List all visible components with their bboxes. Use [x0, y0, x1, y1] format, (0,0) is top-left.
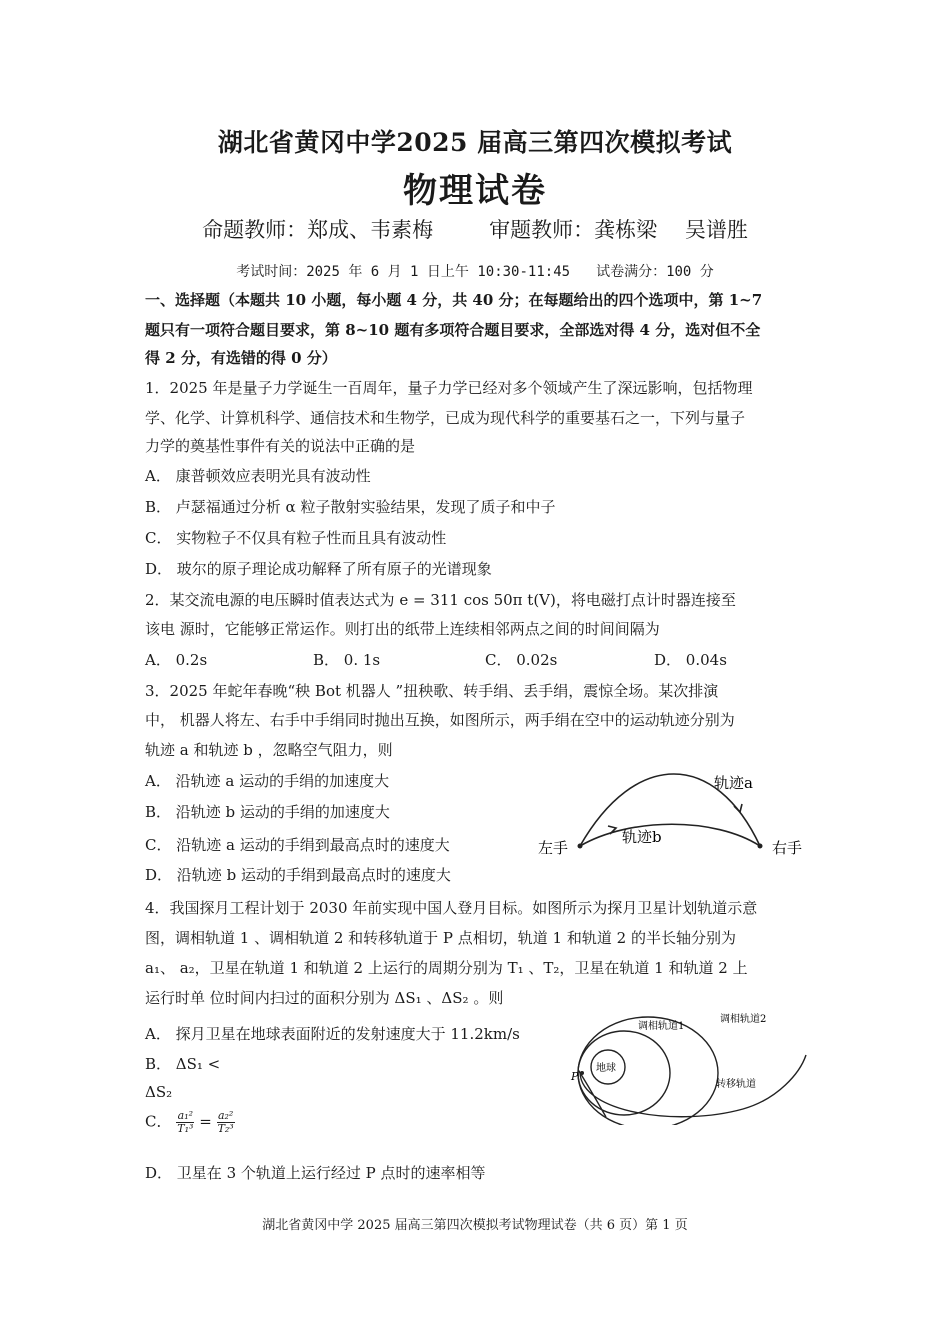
track-b-label: 轨迹b — [622, 828, 662, 846]
option-d: D． 0.04s — [654, 651, 727, 669]
fraction-left-numerator: a₁² — [177, 1109, 194, 1122]
option-b-continued: ΔS₂ — [145, 1083, 173, 1101]
fraction-right-denominator: T₂³ — [217, 1122, 234, 1135]
option-b: B． ΔS₁ < — [145, 1055, 221, 1073]
orbit1-label: 调相轨道1 — [638, 1021, 685, 1032]
question-stem-line: 力学的奠基性事件有关的说法中正确的是 — [145, 437, 416, 455]
fraction-left-denominator: T₁³ — [177, 1122, 194, 1135]
option-c: C． 实物粒子不仅具有粒子性而且具有波动性 — [145, 529, 447, 547]
option-c: C． 沿轨迹 a 运动的手绢到最高点时的速度大 — [145, 836, 450, 854]
question-stem-line: 轨迹 a 和轨迹 b ，忽略空气阻力，则 — [145, 741, 393, 759]
page-footer: 湖北省黄冈中学 2025 届高三第四次模拟考试物理试卷（共 6 页）第 1 页 — [262, 1218, 688, 1233]
question-stem-line: 学、化学、计算机科学、通信技术和生物学，已成为现代科学的重要基石之一，下列与量子 — [145, 409, 746, 427]
section-heading-line: 得 2 分，有选错的得 0 分） — [145, 349, 337, 367]
option-d: D． 沿轨迹 b 运动的手绢到最高点时的速度大 — [145, 866, 451, 884]
left-hand-dot — [578, 844, 583, 849]
question-stem-line: 2．某交流电源的电压瞬时值表达式为 e = 311 cos 50π t(V)，将电磁打点计时器连接至 — [145, 591, 736, 609]
right-hand-label: 右手 — [772, 839, 803, 857]
option-b: B． 沿轨迹 b 运动的手绢的加速度大 — [145, 803, 390, 821]
subject-title: 物理试卷 — [403, 171, 547, 211]
option-a: A． 0.2s — [145, 651, 208, 669]
authors: 命题教师：郑成、韦素梅 — [202, 218, 434, 242]
point-p-dot — [580, 1071, 584, 1075]
section-heading-line: 题只有一项符合题目要求，第 8~10 题有多项符合题目要求，全部选对得 4 分，选对但不全 — [145, 321, 761, 339]
equals-sign: = — [199, 1112, 212, 1131]
right-hand-dot — [758, 844, 763, 849]
option-a: A． 探月卫星在地球表面附近的发射速度大于 11.2km/s — [145, 1025, 520, 1043]
track-a-label: 轨迹a — [714, 774, 753, 792]
question-stem-line: a₁、 a₂，卫星在轨道 1 和轨道 2 上运行的周期分别为 T₁ 、T₂，卫星在轨道 1 和轨道 2 上 — [145, 959, 748, 977]
option-c — [145, 1110, 235, 1135]
option-d: D． 卫星在 3 个轨道上运行经过 P 点时的速率相等 — [145, 1164, 486, 1182]
question-stem-line: 图，调相轨道 1 、调相轨道 2 和转移轨道于 P 点相切，轨道 1 和轨道 2 的半长轴分别为 — [145, 929, 736, 947]
orbit-figure — [568, 1005, 818, 1125]
option-a: A． 康普顿效应表明光具有波动性 — [145, 467, 371, 485]
left-hand-label: 左手 — [538, 839, 569, 857]
question-stem-line: 4．我国探月工程计划于 2030 年前实现中国人登月目标。如图所示为探月卫星计划轨道示意 — [145, 899, 758, 917]
exam-info — [0, 261, 950, 281]
trajectory-figure — [530, 762, 820, 862]
teacher-line — [0, 214, 950, 244]
transfer-label: 转移轨道 — [716, 1079, 756, 1090]
exam-time: 考试时间：2025 年 6 月 1 日上午 10:30-11:45 — [236, 264, 571, 280]
earth-label: 地球 — [596, 1063, 616, 1074]
fraction-left — [176, 1110, 194, 1135]
fraction-right — [217, 1110, 235, 1135]
reviewers: 审题教师：龚栋梁 吴谱胜 — [489, 218, 748, 242]
trajectory-b-curve — [580, 824, 760, 846]
option-c: C． 0.02s — [485, 651, 558, 669]
question-stem-line: 运行时单 位时间内扫过的面积分别为 ΔS₁ 、ΔS₂ 。则 — [145, 989, 504, 1007]
option-c-label: C． — [145, 1112, 172, 1131]
option-b: B． 0. 1s — [313, 651, 381, 669]
fraction-right-numerator: a₂² — [217, 1109, 234, 1122]
question-stem-line: 中， 机器人将左、右手中手绢同时抛出互换，如图所示，两手绢在空中的运动轨迹分别为 — [145, 711, 735, 729]
section-heading-line: 一、选择题（本题共 10 小题，每小题 4 分，共 40 分；在每题给出的四个选项中，第 1~7 — [145, 291, 763, 309]
question-stem-line: 该电 源时，它能够正常运作。则打出的纸带上连续相邻两点之间的时间间隔为 — [145, 620, 660, 638]
school-title: 湖北省黄冈中学2025 届高三第四次模拟考试 — [217, 128, 733, 157]
full-score: 试卷满分：100 分 — [596, 264, 714, 280]
question-stem-line: 1．2025 年是量子力学诞生一百周年，量子力学已经对多个领域产生了深远影响，包括物理 — [145, 379, 753, 397]
point-p-label: P — [571, 1070, 579, 1083]
orbit2-label: 调相轨道2 — [720, 1014, 767, 1025]
option-d: D． 玻尔的原子理论成功解释了所有原子的光谱现象 — [145, 560, 492, 578]
option-a: A． 沿轨迹 a 运动的手绢的加速度大 — [145, 772, 390, 790]
question-stem-line: 3．2025 年蛇年春晚“秧 Bot 机器人 ”扭秧歌、转手绢、丢手绢，震惊全场。某次排演 — [145, 682, 719, 700]
option-b: B． 卢瑟福通过分析 α 粒子散射实验结果，发现了质子和中子 — [145, 498, 556, 516]
